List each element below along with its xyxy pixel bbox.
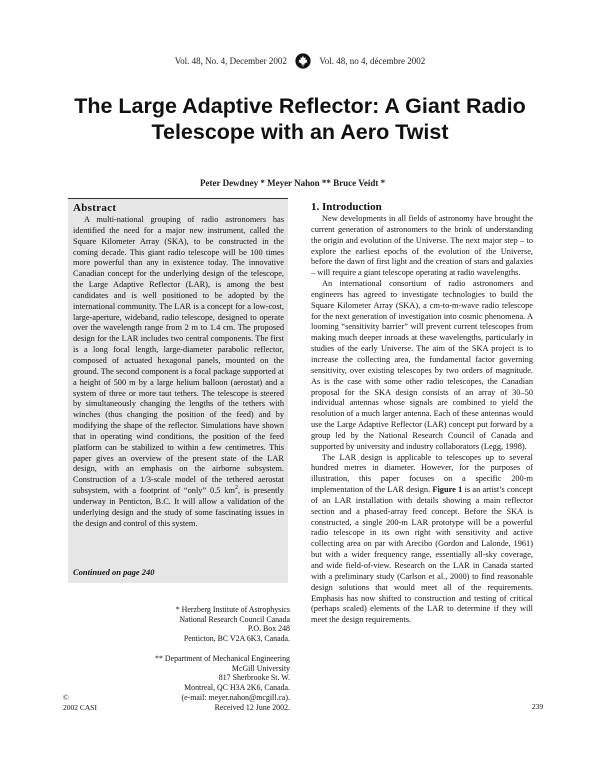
author-1: Peter Dewdney: [200, 178, 259, 188]
paragraph: The LAR design is applicable to telescopes up to several hundred metres in diameter. However, for the purposes of illustration, this paper focuses on a specific 200-m implementation of the LAR design. Figure 1 is an artist’s concept of an LAR installation with details showing a main reflector section and a phased-array feed concept. Before the SKA is constructed, a single 200-m LAR prototype will be a powerful radio telescope in its own right with sensitivity and active collecting area on par with Arecibo (Gordon and Lalonde, 1961) but with a wider frequency range, essentially all-sky coverage, and wide field-of-view. Research on the LAR in Canada started with a preliminary study (Carlson et al., 2000) to find reasonable design solutions that would meet all of the requirements. Emphasis has now shifted to construction and testing of critical (perhaps scaled) elements of the LAR to determine if they will meet the design requirements.: [311, 452, 533, 625]
paper-title: The Large Adaptive Reflector: A Giant Radio Telescope with an Aero Twist: [74, 94, 526, 144]
abstract-heading: Abstract: [73, 202, 117, 214]
abstract-text: A multi-national grouping of radio astronomers has identified the need for a major new instrument, called the Square Kilometer Array (SKA), to be constructed in the coming decade. This giant radio telescope will be 100 times more powerful than any in existence today. The innovative Canadian concept for the underlying design of the telescope, the Large Adaptive Reflector (LAR), is among the best candidates and is well positioned to be adopted by the international community. The LAR is a concept for a low-cost, large-aperture, wideband, radio telescope, designed to operate over the wavelength range from 2 m to 1.4 cm. The proposed design for the LAR includes two central components. The first is a long focal length, large-diameter parabolic reflector, composed of actuated hexagonal panels, mounted on the ground. The second component is a focal package supported at a height of 500 m by a large helium balloon (aerostat) and a system of three or more taut tethers. The telescope is steered by simultaneously changing the lengths of the tethers with winches (thus changing the position of the feed) and by modifying the shape of the reflector. Simulations have shown that in operating wind conditions, the position of the feed platform can be stabilized to within a few centimetres. This paper gives an overview of the present state of the LAR design, with an emphasis on the airborne subsystem. Construction of a 1/3-scale model of the tethered aerostat subsystem, with a footprint of “only” 0.5 $km^2$, is presently underway in Penticton, B.C. It will allow a validation of the underlying design and the study of some fascinating issues in the design and control of this system.: [73, 215, 284, 528]
affiliation-1: * Herzberg Institute of Astrophysics National Research Council Canada P.O. Box 248 Penticton, BC V2A 6K3, Canada.: [175, 605, 290, 644]
abstract-box: [68, 198, 288, 583]
page-number: 239: [532, 702, 544, 711]
header-right: Vol. 48, no 4, décembre 2002: [319, 56, 426, 66]
copyright-notice: © 2002 CASI: [63, 693, 97, 712]
paragraph: An international consortium of radio astronomers and engineers has agreed to investigate technologies to build the Square Kilometer Array (SKA), a cm-to-m-wave radio telescope for the next generation of investigation into cosmic phenomena. A looming “sensitivity barrier” will prevent current telescopes from making much deeper inroads at these wavelengths, particularly in studies of the early Universe. The aim of the SKA project is to increase the collecting area, the fundamental factor governing sensitivity, over existing telescopes by two orders of magnitude. As is the case with some other radio telescopes, the Canadian proposal for the SKA design consists of an array of 30–50 individual antennas whose signals are combined to yield the resolution of a much larger antenna. Each of these antennas would use the Large Adaptive Reflector (LAR) concept put forward by a group led by the National Research Council of Canada and supported by university and industry collaborators (Legg, 1998).: [311, 279, 533, 451]
maple-leaf-icon: [295, 53, 311, 69]
affiliation-2: ** Department of Mechanical Engineering McGill University 817 Sherbrooke St. W. Montreal, QC H3A 2K6, Canada. (e-mail: meyer.nahon@mcgill.ca). Received 12 June 2002.: [155, 654, 290, 712]
author-2: Meyer Nahon: [267, 178, 320, 188]
author-3: Bruce Veidt: [333, 178, 379, 188]
section-heading: 1. Introduction: [311, 201, 382, 213]
author-line: Peter Dewdney * Meyer Nahon ** Bruce Veidt *: [200, 178, 386, 188]
header-left: Vol. 48, No. 4, December 2002: [174, 56, 287, 66]
introduction-body: [311, 214, 533, 626]
running-header: [0, 53, 600, 69]
continued-note: Continued on page 240: [73, 567, 155, 577]
paragraph: New developments in all fields of astronomy have brought the current generation of astronomers to the brink of understanding the origin and evolution of the Universe. The next major step – to explore the earliest epochs of the evolution of the Universe, before the dawn of first light and the creation of stars and galaxies – will require a giant telescope operating at radio wavelengths.: [311, 214, 533, 278]
